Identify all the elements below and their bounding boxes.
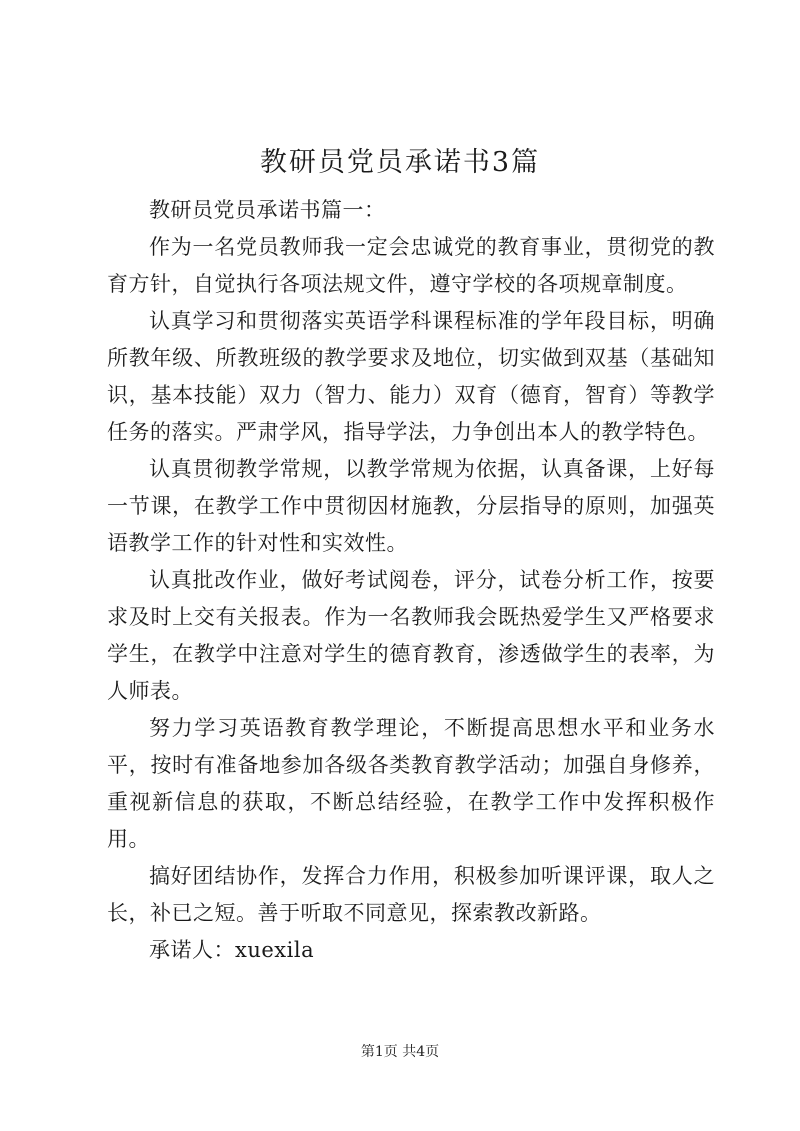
page-title: 教研员党员承诺书3篇 (259, 147, 541, 178)
paragraph: 作为一名党员教师我一定会忠诚党的教育事业，贯彻党的教育方针，自觉执行各项法规文件，遵守学校的各项规章制度。 (107, 235, 715, 296)
document-body (107, 192, 715, 969)
page-number: 第1页 共4页 (360, 1044, 440, 1060)
paragraph: 认真批改作业，做好考试阅卷，评分，试卷分析工作，按要求及时上交有关报表。作为一名教师我会既热爱学生又严格要求学生，在教学中注意对学生的德育教育，渗透做学生的表率，为人师表。 (107, 568, 715, 703)
paragraph-heading: 教研员党员承诺书篇一： (149, 198, 386, 222)
paragraph: 认真学习和贯彻落实英语学科课程标准的学年段目标，明确所教年级、所教班级的教学要求及地位，切实做到双基（基础知识，基本技能）双力（智力、能力）双育（德育，智育）等教学任务的落实。严肃学风，指导学法，力争创出本人的教学特色。 (107, 309, 715, 444)
signature-line: 承诺人：xuexila (149, 938, 315, 962)
paragraph: 努力学习英语教育教学理论，不断提高思想水平和业务水平，按时有准备地参加各级各类教育教学活动；加强自身修养，重视新信息的获取，不断总结经验，在教学工作中发挥积极作用。 (107, 716, 715, 851)
paragraph: 搞好团结协作，发挥合力作用，积极参加听课评课，取人之长，补已之短。善于听取不同意见，探索教改新路。 (107, 864, 715, 925)
paragraph: 认真贯彻教学常规，以教学常规为依据，认真备课，上好每一节课，在教学工作中贯彻因材施教，分层指导的原则，加强英语教学工作的针对性和实效性。 (107, 457, 715, 555)
